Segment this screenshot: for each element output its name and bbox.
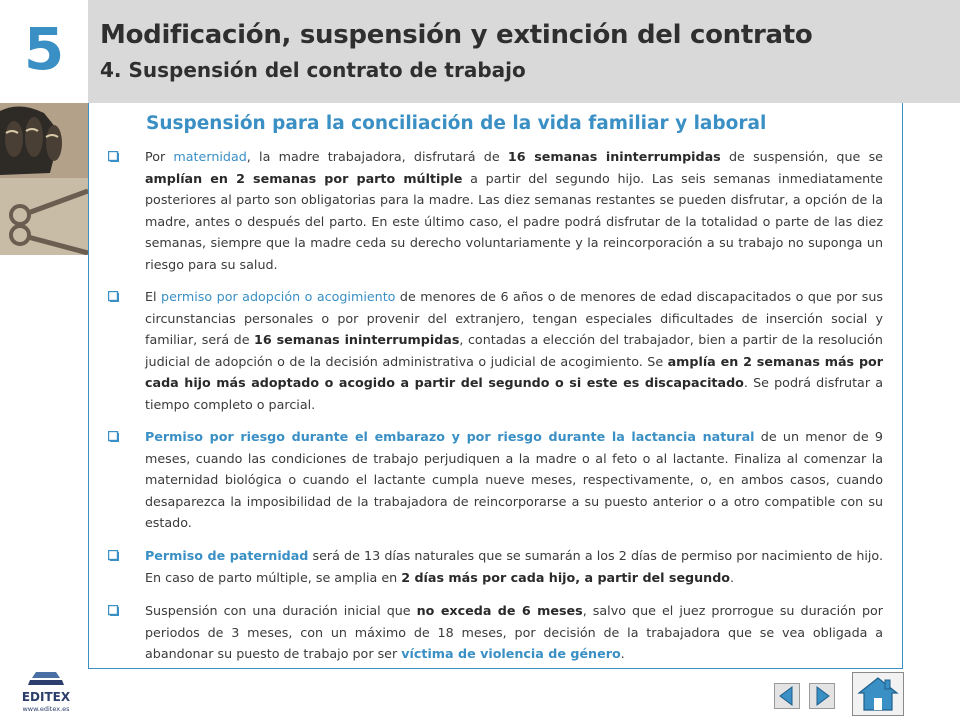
bold-text: amplían en 2 semanas por parto múltiple (145, 170, 463, 186)
text: Por (145, 149, 174, 164)
chapter-number: 5 (23, 15, 65, 83)
logo-url[interactable]: www.editex.es (22, 705, 70, 713)
text: Suspensión con una duración inicial que (145, 603, 417, 618)
text: . (620, 646, 625, 662)
text: será de 13 días naturales que se sumarán a los 2 días de permiso por nacimiento de hijo. En caso de parto múltiple, se amplia en (145, 548, 883, 585)
text: , contadas a elección del trabajador, bien a partir de la resolución judicial de adopción o de la decisión administrativa o judicial de acogimiento. Se (145, 332, 883, 369)
checkbox-bullet-icon (108, 151, 119, 162)
checkbox-bullet-icon (108, 291, 119, 302)
text: , la madre trabajadora, disfrutará de (246, 149, 508, 164)
text: de menores de 6 años o de menores de edad discapacitados o que por sus circunstancias personales o por provenir del extranjero, tengan especiales dificultades de inserción social y familiar, será de (145, 289, 884, 348)
bold-text: 2 días más por cada hijo, a partir del segundo (401, 569, 730, 585)
paragraph-paternidad (145, 545, 883, 588)
checkbox-bullet-icon (108, 605, 119, 616)
text: de un menor de 9 meses, cuando las condiciones de trabajo perjudiquen a la madre o al feto o al lactante. Finaliza al comenzar la maternidad biológica o cuando el lactante cumpla nueve meses, respectivamente, o, en ambos casos, cuando desaparezca la imposibilidad de la trabajadora de reincorporarse a su puesto anterior o a otro compatible con su estado. (145, 429, 883, 531)
checkbox-bullet-icon (108, 550, 119, 561)
paragraph-violencia-genero (145, 600, 883, 665)
page-title: Modificación, suspensión y extinción del contrato (100, 20, 813, 50)
highlight-term: víctima de violencia de género (401, 646, 621, 662)
highlight-term: Permiso de paternidad (145, 548, 309, 563)
paragraph-adopcion (145, 286, 883, 416)
arrow-left-icon (775, 684, 799, 708)
text: . (730, 569, 735, 585)
bold-text: 16 semanas ininterrumpidas (507, 149, 721, 164)
text: a partir del segundo hijo. Las seis semanas inmediatamente posteriores al parto son obligatorias para la madre. Las diez semanas restantes se pueden disfrutar, a opción de la madre, antes o después del parto. En este último caso, el padre podrá disfrutar de la totalidad o parte de las diez semanas, siempre que la madre ceda su derecho voluntariamente y la reincorporación a su trabajo no suponga un riesgo para su salud. (145, 170, 883, 272)
bold-text: 16 semanas ininterrumpidas (254, 332, 460, 348)
highlight-term: maternidad (173, 149, 247, 164)
checkbox-bullet-icon (108, 431, 119, 442)
logo-text: EDITEX (21, 690, 71, 704)
text: , salvo que el juez prorrogue su duración por periodos de 3 meses, con un máximo de 18 meses, por decisión de la trabajadora que se vea obligada a abandonar su puesto de trabajo por ser (145, 603, 883, 662)
bold-text: no exceda de 6 meses (416, 603, 583, 618)
next-button[interactable] (809, 683, 835, 709)
previous-button[interactable] (774, 683, 800, 709)
header-band (88, 0, 960, 103)
arrow-right-icon (810, 684, 834, 708)
paragraph-maternidad (145, 146, 883, 276)
section-title: Suspensión para la conciliación de la vida familiar y laboral (146, 113, 767, 134)
home-icon (853, 673, 903, 715)
paragraph-riesgo (145, 426, 883, 534)
hands-scissors-illustration (0, 103, 88, 255)
text: . Se podrá disfrutar a tiempo completo o parcial. (145, 375, 883, 412)
text: El (145, 289, 162, 304)
bold-text: amplía en 2 semanas más por cada hijo más adoptado o acogido a partir del segundo o si este es discapacitado (145, 353, 883, 391)
highlight-term: Permiso por riesgo durante el embarazo y por riesgo durante la lactancia natural (145, 429, 755, 444)
page-subtitle: 4. Suspensión del contrato de trabajo (100, 58, 526, 82)
home-button[interactable] (852, 672, 904, 716)
text: de suspensión, que se (720, 149, 883, 164)
decorative-image (0, 103, 88, 255)
highlight-term: permiso por adopción o acogimiento (161, 289, 396, 304)
